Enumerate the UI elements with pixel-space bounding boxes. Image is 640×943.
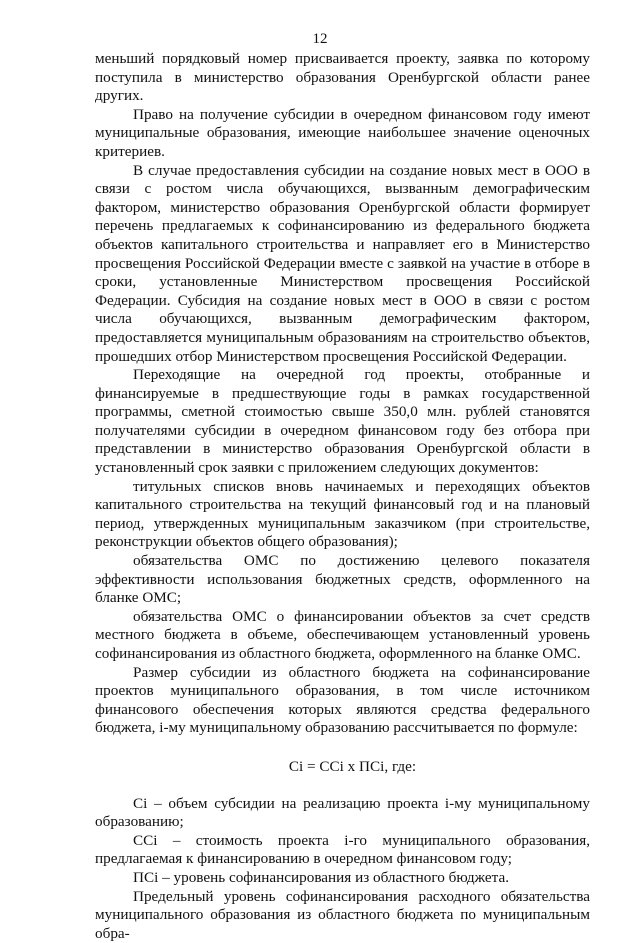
list-item-efficiency-obligation: обязательства ОМС по достижению целевого показателя эффективности использования бюджетных средств, оформленного на бланке ОМС;	[95, 552, 590, 607]
document-body	[95, 50, 590, 943]
formula: Ci = CCi x ПCi, где:	[288, 757, 417, 775]
paragraph-subsidy-size: Размер субсидии из областного бюджета на софинансирование проектов муниципального образования, в том числе источником финансового обеспечения которых являются средства федерального бюджета, i-му муниципальному образованию рассчитывается по формуле:	[95, 663, 590, 737]
page-number: 12	[312, 31, 328, 47]
definition-pci: ПCi – уровень софинансирования из областного бюджета.	[133, 868, 510, 886]
list-item-title-lists: титульных списков вновь начинаемых и переходящих объектов капитального строительства на текущий финансовый год и на плановый период, утвержденных муниципальным заказчиком (при строительстве, реконструкции объектов общего образования);	[95, 477, 590, 551]
paragraph-continuation: меньший порядковый номер присваивается проекту, заявка по которому поступила в министерство образования Оренбургской области ранее других.	[95, 50, 590, 105]
paragraph-cofinancing-limit: Предельный уровень софинансирования расходного обязательства муниципального образования из областного бюджета по муниципальным обра-	[95, 887, 590, 942]
paragraph-subsidy-right: Право на получение субсидии в очередном финансовом году имеют муниципальные образования, имеющие наибольшее значение оценочных критериев.	[95, 105, 590, 160]
definition-ci: Ci – объем субсидии на реализацию проекта i-му муниципальному образованию;	[95, 794, 590, 831]
paragraph-new-places: В случае предоставления субсидии на создание новых мест в ООО в связи с ростом числа обучающихся, вызванным демографическим фактором, министерство образования Оренбургской области формирует перечень предлагаемых к софинансированию из федерального бюджета объектов капитального строительства и направляет его в Министерство просвещения Российской Федерации вместе с заявкой на участие в отборе в сроки, установленные Министерством просвещения Российской Федерации. Субсидия на создание новых мест в ООО в связи с ростом числа обучающихся, вызванным демографическим фактором, предоставляется муниципальным образованиям на строительство объектов, прошедших отбор Министерством просвещения Российской Федерации.	[95, 161, 590, 365]
definition-cci: CCi – стоимость проекта i-го муниципального образования, предлагаемая к финансированию в очередном финансовом году;	[95, 831, 590, 868]
list-item-financing-obligation: обязательства ОМС о финансировании объектов за счет средств местного бюджета в объеме, обеспечивающем установленный уровень софинансирования из областного бюджета, оформленного на бланке ОМС.	[95, 607, 590, 662]
paragraph-carryover-projects: Переходящие на очередной год проекты, отобранные и финансируемые в предшествующие годы в рамках государственной программы, сметной стоимостью свыше 350,0 млн. рублей становятся получателями субсидии в очередном финансовом году без отбора при представлении в министерство образования Оренбургской области в установленный срок заявки с приложением следующих документов:	[95, 366, 590, 477]
